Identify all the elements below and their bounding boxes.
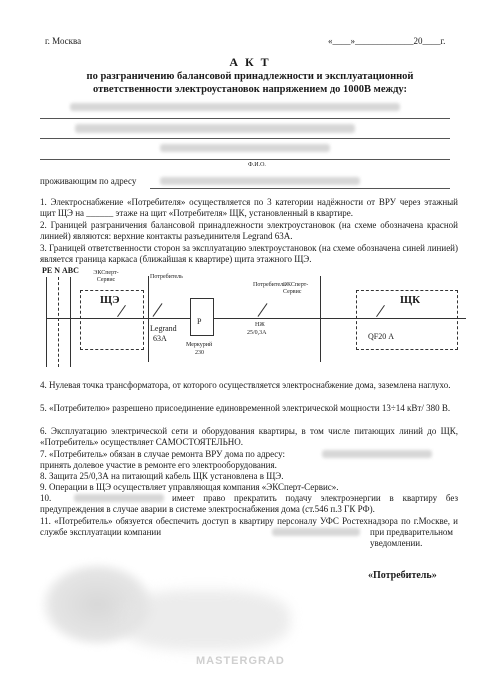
party-line-2 [40, 138, 450, 139]
fio-line [40, 159, 450, 160]
legrand-switch-symbol [153, 303, 163, 317]
redacted-address [160, 177, 360, 185]
document-date: «____»_____________20____г. [328, 36, 446, 46]
responsibility-border-line [320, 276, 321, 362]
item-7b: принять долевое участие в ремонте его электрооборудования. [40, 460, 277, 470]
item-4: 4. Нулевая точка трансформатора, от которого осуществляется электроснабжение дома, заземлена наглухо. [40, 380, 451, 390]
title-line-2: ответственности электроустановок напряжением до 1000В между: [92, 84, 408, 95]
item-11b: при предварительном уведомлении. [370, 527, 453, 548]
item-10b: имеет право прекратить подачу электроэнергии в квартиру без предупреждения в случае аварии в системе электроснабжения дома (ст.546 п.3 ГК РФ). [40, 493, 458, 514]
item-7a: 7. «Потребитель» обязан в случае ремонта ВРУ дома по адресу: [40, 449, 286, 459]
item-8: 8. Защита 25/0,3А на питающий кабель ЩК установлена в ЩЭ. [40, 471, 284, 481]
title-line-1: по разграничению балансовой принадлежности и эксплуатационной [86, 71, 414, 82]
item-5: 5. «Потребителю» разрешено присоединение единовременной электрической мощности 13÷14 кВт/ 380 В. [40, 403, 451, 413]
consumer-label: Потребитель [150, 274, 183, 280]
meter-model: 230 [195, 350, 204, 356]
meter-name: Меркурий [186, 342, 213, 348]
bus-abc [70, 277, 71, 367]
consumer-label-2: Потребитель [253, 282, 286, 288]
org-label-2: ЭКСперт-Сервис [283, 282, 309, 295]
item-3: 3. Границей ответственности сторон за эксплуатацию электроустановок (на схеме обозначена синей линией) является граница каркаса (ближайшая к квартире) щита этажного ЩЭ. [40, 243, 458, 264]
item-11a: 11. «Потребитель» обязуется обеспечить доступ в квартиру персоналу УФС Ростехнадзора по г.Москве, и службе эксплуатации компании [40, 516, 458, 537]
fio-label: Ф.И.О. [248, 162, 266, 168]
redacted-signature [120, 590, 290, 650]
bus-pe [46, 277, 47, 367]
item-6: 6. Эксплуатацию электрической сети и оборудования квартиры, в том числе питающих линий до ЩК, «Потребитель» осуществляет САМОСТОЯТЕЛЬНО. [40, 426, 458, 447]
watermark: MASTERGRAD [196, 655, 285, 667]
shchk-label: ЩК [400, 294, 421, 306]
item-2: 2. Границей разграничения балансовой принадлежности электроустановок (на схеме обозначена красной линией) являются: верхние контакты разъединителя Legrand 63А. [40, 220, 458, 241]
breaker-rating: 25/0,3А [247, 330, 267, 336]
redacted-name [160, 144, 330, 152]
address-label: проживающим по адресу [40, 176, 137, 186]
address-line [150, 188, 450, 189]
legrand-label: Legrand [150, 324, 177, 333]
item-1: 1. Электроснабжение «Потребителя» осуществляется по 3 категории надёжности от ВРУ через этажный щит ЩЭ на ______ этаже на щит «Потребителя» ЩК, установленный в квартире. [40, 197, 458, 218]
bus-n [58, 277, 59, 367]
breaker-name: НЖ [255, 322, 265, 328]
bus-label: PE N АВС [42, 266, 79, 275]
doc-heading: А К Т [229, 55, 271, 69]
consumer-signature-label: «Потребитель» [368, 570, 437, 581]
qf-label: QF20 А [368, 332, 395, 341]
legrand-rating: 63А [153, 334, 167, 343]
item-9: 9. Операции в ЩЭ осуществляет управляющая компания «ЭКСперт-Сервис». [40, 482, 339, 492]
item-10a: 10. [40, 493, 52, 503]
breaker-switch-symbol [258, 303, 268, 317]
electric-meter [190, 298, 214, 336]
redacted-vru-address [322, 450, 432, 458]
shche-label: ЩЭ [100, 294, 120, 306]
meter-symbol: Р [197, 317, 202, 326]
city: г. Москва [45, 36, 82, 46]
balance-border-line [148, 276, 149, 362]
party-line-1 [40, 118, 450, 119]
redacted-party-2 [75, 124, 355, 133]
redacted-company-2 [272, 528, 360, 536]
redacted-party-1 [70, 103, 400, 111]
org-label: ЭКСперт-Сервис [93, 270, 119, 283]
